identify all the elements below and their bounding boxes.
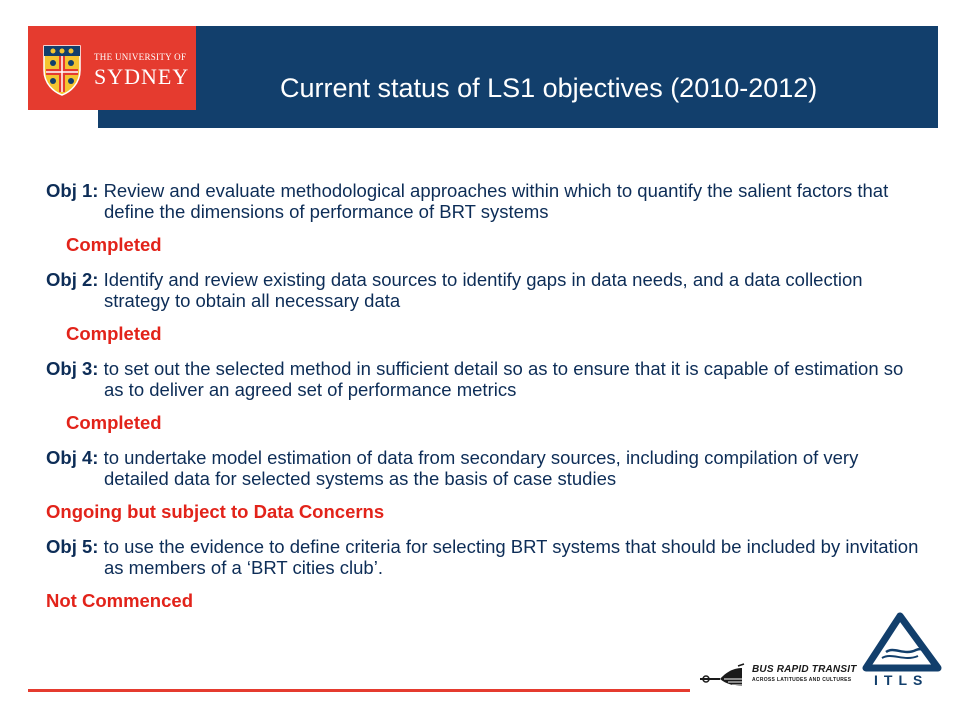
objective-2 [46, 269, 926, 311]
objective-3 [46, 358, 926, 400]
objective-1-status: Completed [66, 234, 162, 255]
objective-4-label: Obj 4: [46, 447, 99, 468]
objective-2-text: Identify and review existing data sources to identify gaps in data needs, and a data collection strategy to obtain all necessary data [103, 269, 863, 311]
objective-4-text: to undertake model estimation of data from secondary sources, including compilation of very detailed data for selected systems as the basis of case studies [103, 447, 859, 489]
brt-subtitle: ACROSS LATITUDES AND CULTURES [752, 677, 852, 683]
footer-divider [28, 689, 690, 692]
objective-5-status: Not Commenced [46, 590, 193, 611]
crest-icon [40, 42, 84, 96]
brt-title: BUS RAPID TRANSIT [752, 664, 857, 675]
objective-2-status: Completed [66, 323, 162, 344]
objective-1-text: Review and evaluate methodological approaches within which to quantify the salient factors that define the dimensions of performance of BRT systems [103, 180, 889, 222]
objective-1 [46, 180, 926, 222]
university-logo [28, 26, 196, 110]
objective-5-text: to use the evidence to define criteria for selecting BRT systems that should be included by invitation as members of a ‘BRT cities club’. [103, 536, 919, 578]
objective-3-status: Completed [66, 412, 162, 433]
objective-5 [46, 536, 926, 578]
objective-1-label: Obj 1: [46, 180, 99, 201]
objective-2-label: Obj 2: [46, 269, 99, 290]
logo-text-small: THE UNIVERSITY OF [94, 52, 187, 62]
logo-text-big: SYDNEY [94, 64, 190, 89]
itls-label: ITLS [874, 672, 929, 688]
slide-title: Current status of LS1 objectives (2010-2012) [280, 73, 818, 103]
objective-4 [46, 447, 926, 489]
objective-4-status: Ongoing but subject to Data Concerns [46, 501, 385, 522]
objective-3-text: to set out the selected method in sufficient detail so as to ensure that it is capable of estimation so as to deliver an agreed set of performance metrics [103, 358, 904, 400]
objective-3-label: Obj 3: [46, 358, 99, 379]
objectives-list [46, 180, 926, 611]
objective-5-label: Obj 5: [46, 536, 99, 557]
